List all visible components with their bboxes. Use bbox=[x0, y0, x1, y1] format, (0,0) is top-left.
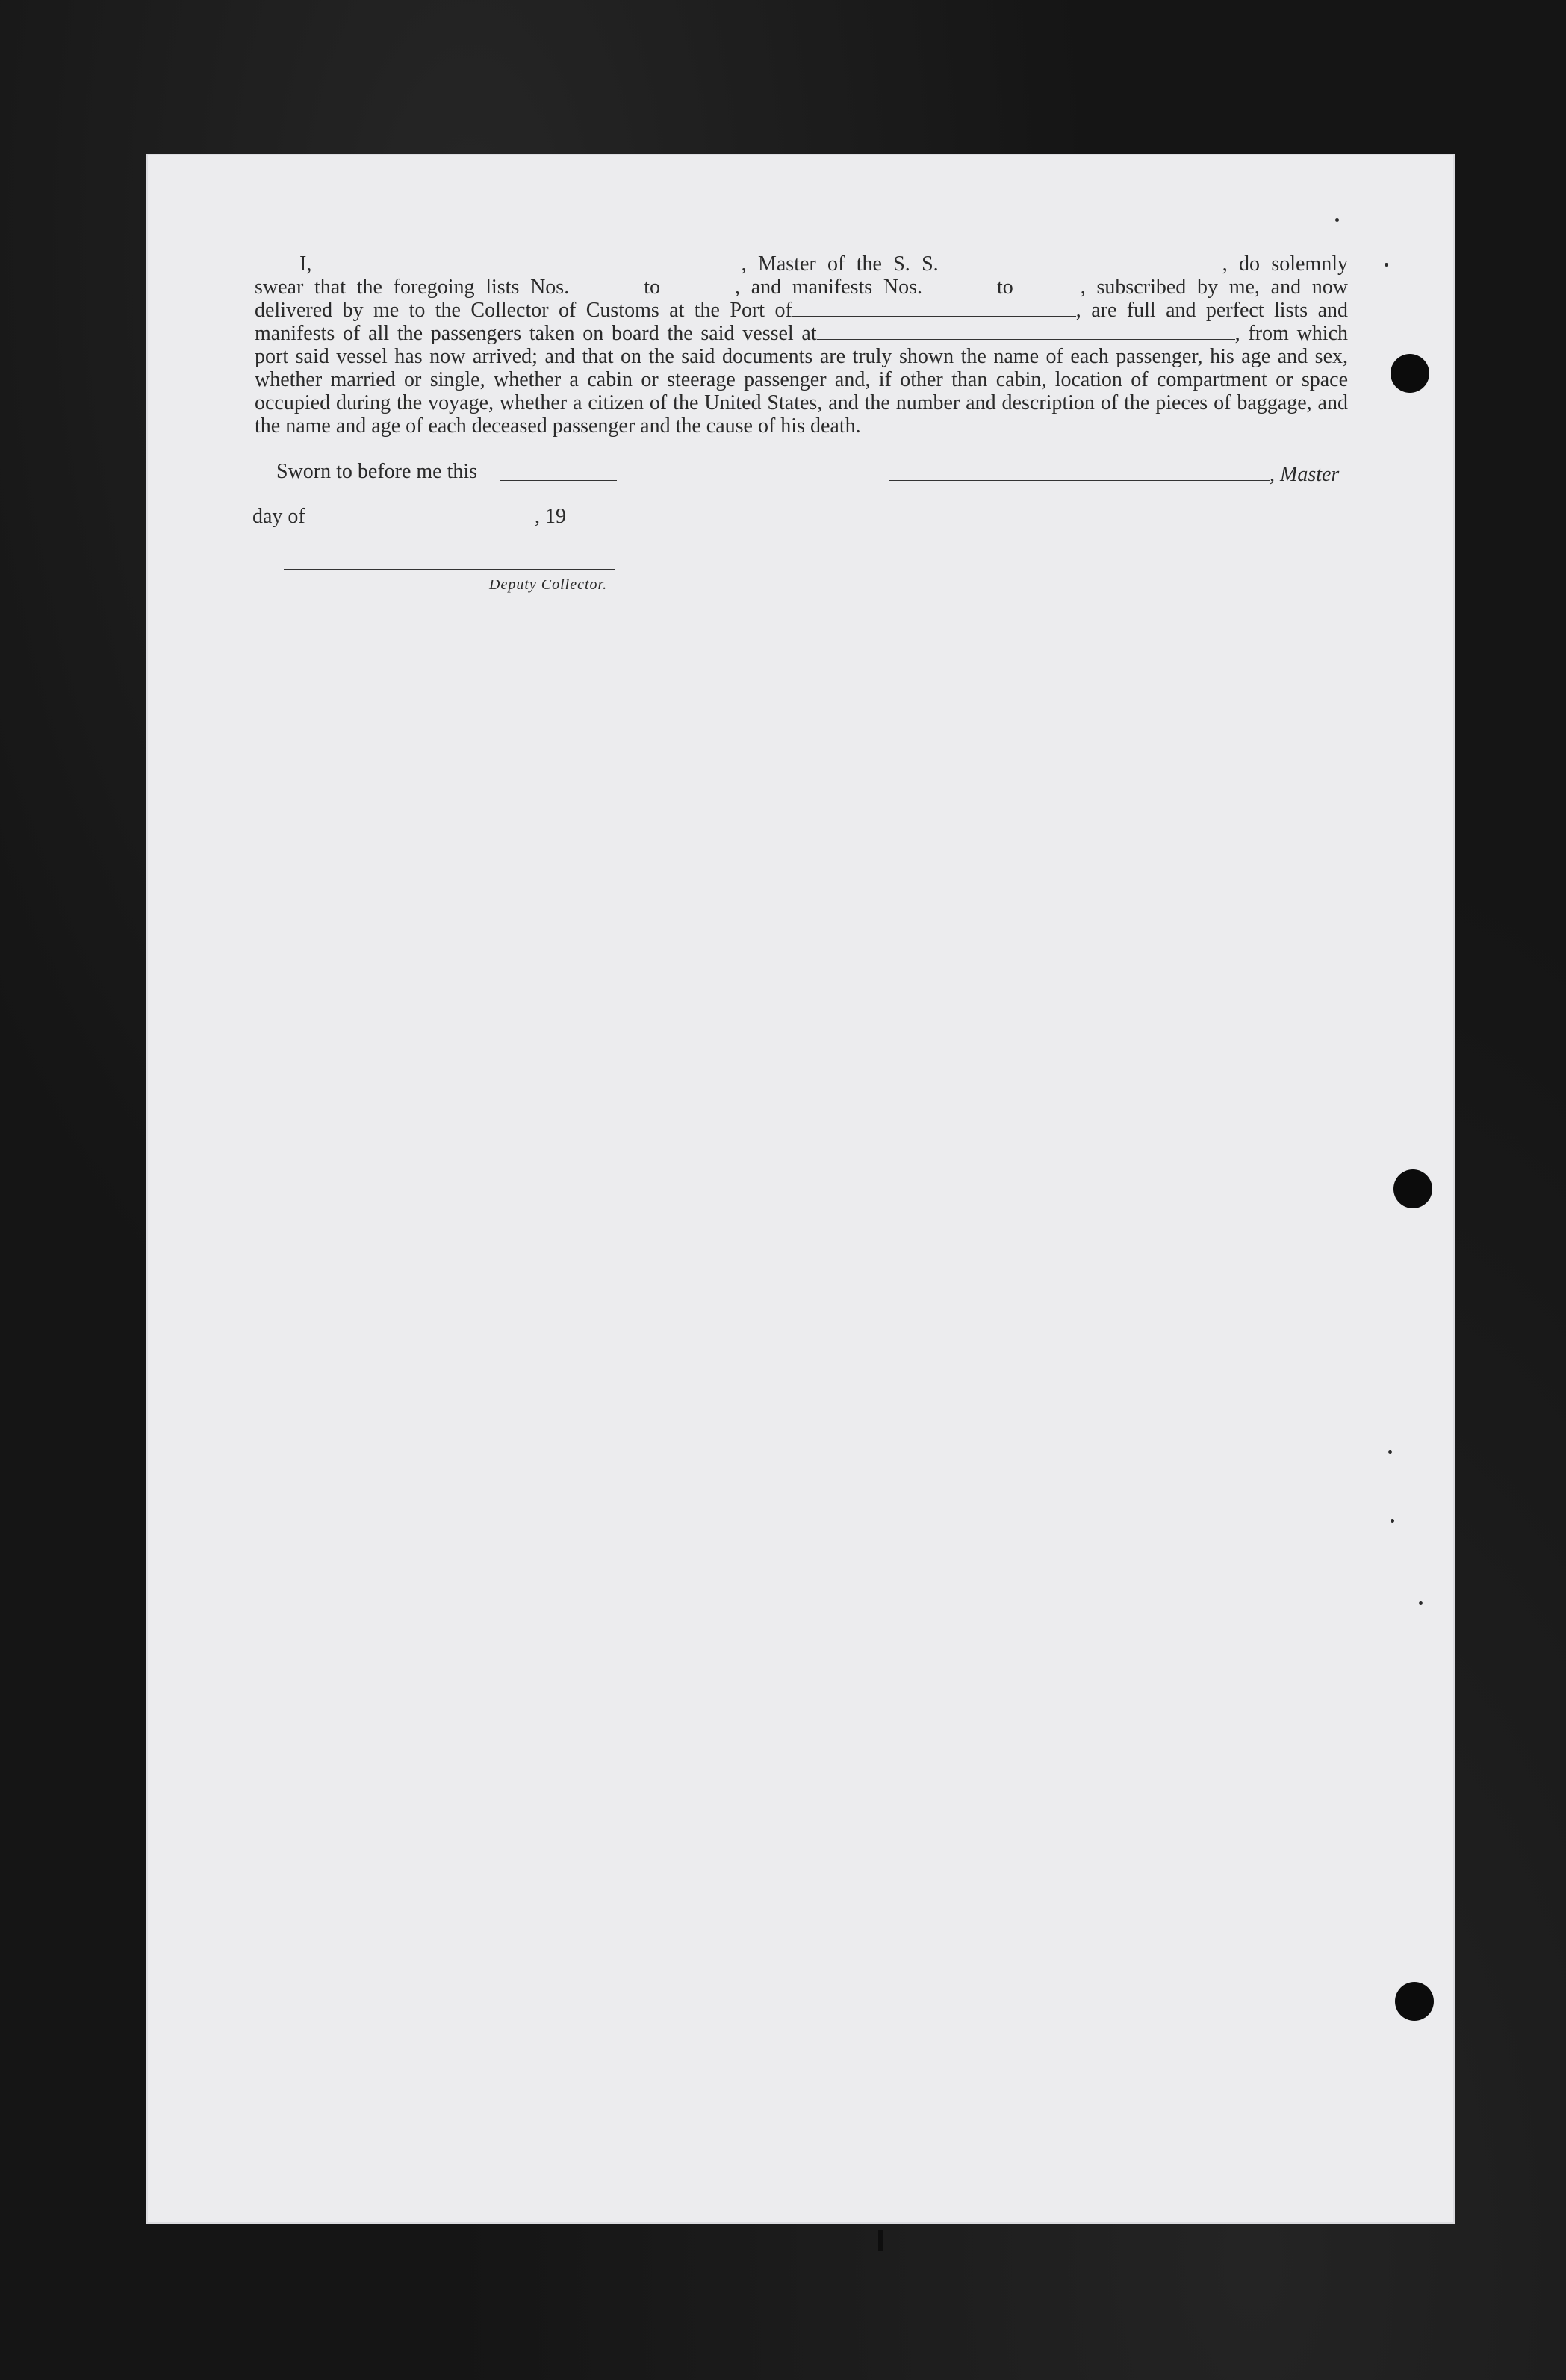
oath-opening: I, bbox=[299, 252, 312, 276]
oath-subscribed: , subscribed by me, and now delivered by me to the Collector of Customs at the Port of bbox=[255, 276, 1349, 322]
master-signature-blank bbox=[889, 480, 1270, 481]
oath-from-which: , from which port said vessel has now arrived; and that on the said documents are truly shown the name of each passenger, his age and sex, whether married or single, whether a cabin or steerage passenger and, if other than cabin, location of compartment or space occupied during the voyage, whether a citizen of the United States, and the number and description of the pieces of baggage, and the name and age of each deceased passenger and the cause of his death. bbox=[255, 322, 1348, 438]
master-name-blank bbox=[323, 256, 742, 270]
departure-port-blank bbox=[817, 326, 1235, 340]
oath-paragraph bbox=[255, 252, 1348, 438]
oath-and-manifests: , and manifests Nos. bbox=[734, 276, 923, 299]
oath-solemnly: , do solemnly bbox=[1222, 252, 1348, 276]
master-line bbox=[1270, 463, 1339, 487]
oath-master-of: , Master of the S. S. bbox=[741, 252, 939, 276]
day-of-line bbox=[252, 505, 305, 529]
sworn-label: Sworn to before me this bbox=[276, 460, 478, 483]
speck-mark bbox=[1335, 218, 1339, 222]
master-label: , Master bbox=[1270, 463, 1340, 486]
ship-name-blank bbox=[939, 256, 1222, 270]
speck-mark bbox=[1388, 1450, 1392, 1454]
lists-from-blank bbox=[569, 279, 644, 293]
port-blank bbox=[792, 302, 1076, 317]
punch-hole-middle bbox=[1393, 1169, 1432, 1208]
deputy-collector-signature-blank bbox=[284, 569, 615, 570]
manifests-to-blank bbox=[1013, 279, 1081, 293]
year-line bbox=[535, 505, 566, 529]
oath-to-1: to bbox=[644, 276, 660, 299]
year-prefix: , 19 bbox=[535, 505, 566, 528]
scan-edge-mark bbox=[878, 2230, 883, 2251]
sworn-line bbox=[276, 460, 477, 484]
punch-hole-top bbox=[1391, 354, 1429, 393]
punch-hole-bottom bbox=[1395, 1982, 1434, 2021]
lists-to-blank bbox=[660, 279, 735, 293]
oath-swear-lists: swear that the foregoing lists Nos. bbox=[255, 276, 570, 299]
oath-to-2: to bbox=[997, 276, 1013, 299]
sworn-day-blank bbox=[500, 480, 617, 481]
oath-full-and-perfect: , are full and perfect lists and manifests of all the passengers taken on board the said vessel at bbox=[255, 299, 1348, 345]
speck-mark bbox=[1419, 1601, 1423, 1605]
speck-mark bbox=[1391, 1519, 1394, 1523]
manifests-from-blank bbox=[922, 279, 997, 293]
day-of-label: day of bbox=[252, 505, 305, 528]
speck-mark bbox=[1385, 263, 1388, 267]
deputy-collector-label: Deputy Collector. bbox=[489, 577, 608, 593]
